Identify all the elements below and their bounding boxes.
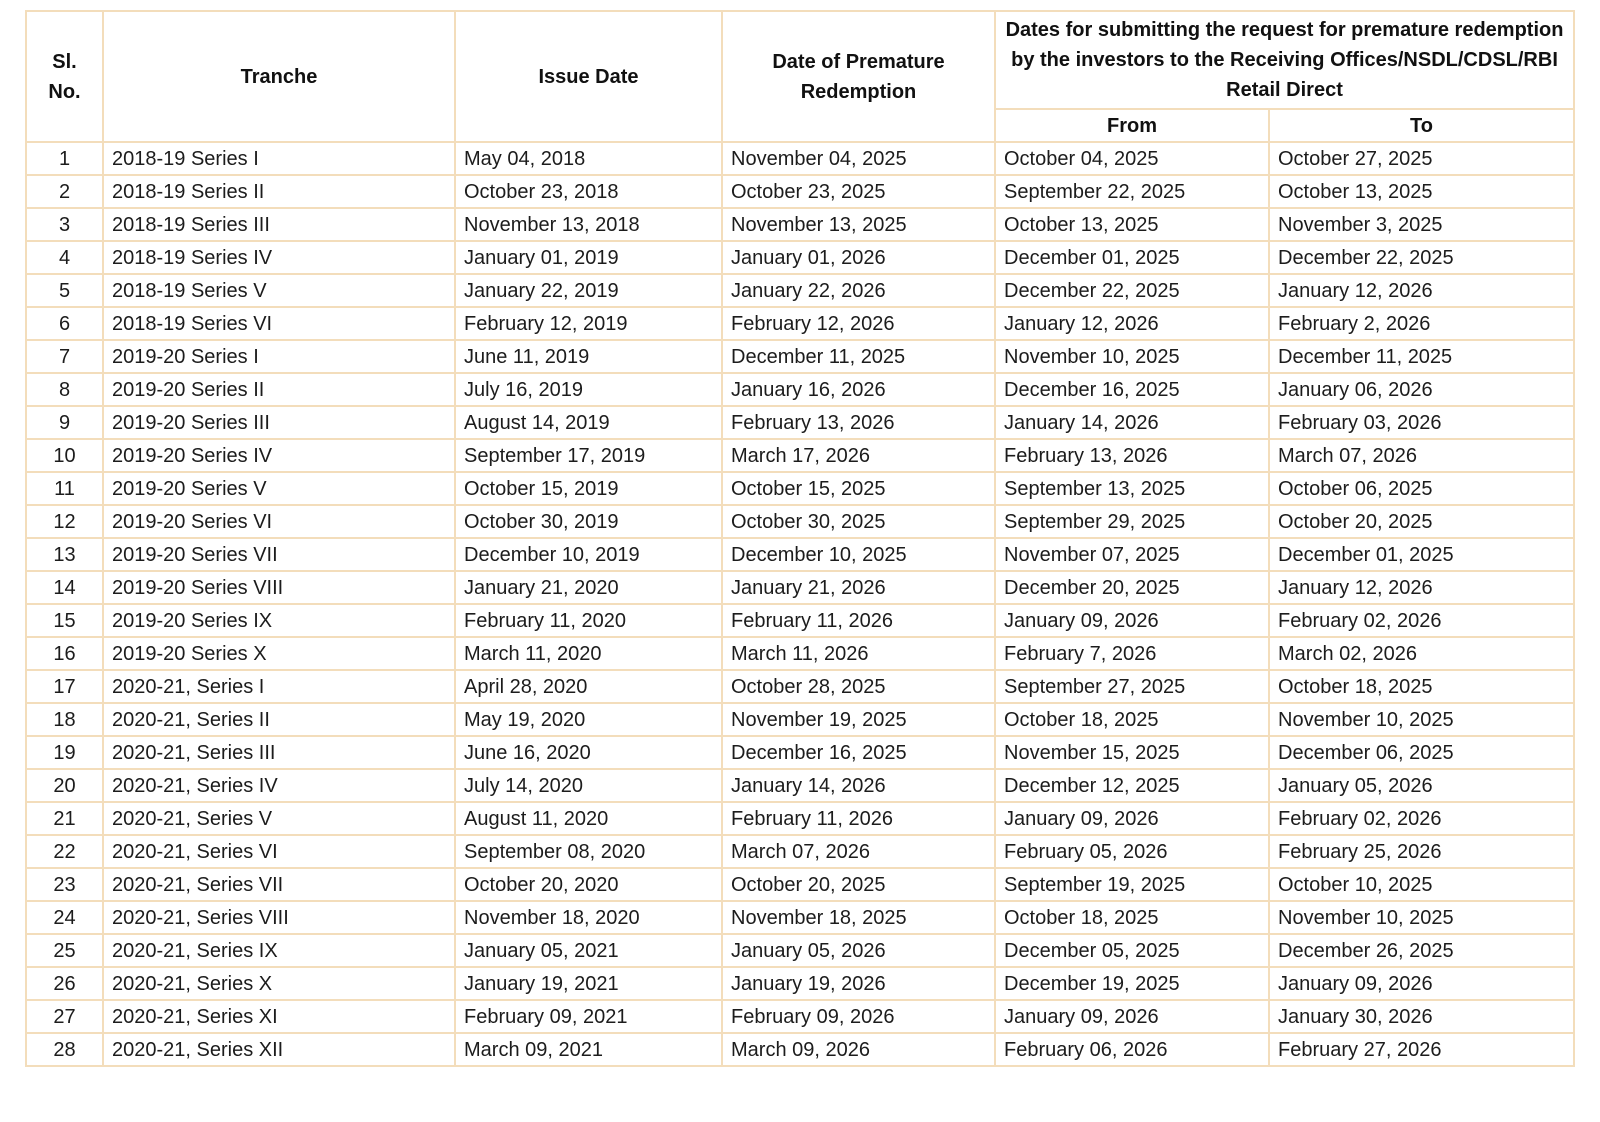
cell-premature-date: February 11, 2026 (722, 604, 995, 637)
table-row (26, 142, 1574, 175)
cell-from-date: September 13, 2025 (995, 472, 1269, 505)
cell-from-date: December 19, 2025 (995, 967, 1269, 1000)
cell-to-date: December 01, 2025 (1269, 538, 1574, 571)
cell-tranche: 2019-20 Series IX (103, 604, 455, 637)
cell-to-date: January 06, 2026 (1269, 373, 1574, 406)
table-row (26, 505, 1574, 538)
cell-from-date: February 06, 2026 (995, 1033, 1269, 1066)
cell-issue-date: January 22, 2019 (455, 274, 722, 307)
table-row (26, 538, 1574, 571)
cell-issue-date: November 18, 2020 (455, 901, 722, 934)
cell-sl-no: 20 (26, 769, 103, 802)
redemption-schedule-table (25, 10, 1575, 1067)
cell-to-date: January 12, 2026 (1269, 274, 1574, 307)
table-row (26, 1000, 1574, 1033)
cell-from-date: November 07, 2025 (995, 538, 1269, 571)
cell-tranche: 2018-19 Series I (103, 142, 455, 175)
cell-tranche: 2019-20 Series II (103, 373, 455, 406)
cell-tranche: 2019-20 Series I (103, 340, 455, 373)
table-row (26, 439, 1574, 472)
cell-tranche: 2019-20 Series X (103, 637, 455, 670)
table-row (26, 868, 1574, 901)
cell-to-date: February 2, 2026 (1269, 307, 1574, 340)
cell-tranche: 2020-21, Series VIII (103, 901, 455, 934)
cell-from-date: February 13, 2026 (995, 439, 1269, 472)
cell-premature-date: January 22, 2026 (722, 274, 995, 307)
cell-issue-date: June 16, 2020 (455, 736, 722, 769)
cell-sl-no: 15 (26, 604, 103, 637)
cell-from-date: December 20, 2025 (995, 571, 1269, 604)
cell-issue-date: January 19, 2021 (455, 967, 722, 1000)
cell-sl-no: 16 (26, 637, 103, 670)
cell-issue-date: January 01, 2019 (455, 241, 722, 274)
cell-tranche: 2020-21, Series XI (103, 1000, 455, 1033)
cell-from-date: November 10, 2025 (995, 340, 1269, 373)
cell-from-date: January 14, 2026 (995, 406, 1269, 439)
cell-premature-date: February 09, 2026 (722, 1000, 995, 1033)
cell-sl-no: 6 (26, 307, 103, 340)
cell-tranche: 2020-21, Series V (103, 802, 455, 835)
table-row (26, 835, 1574, 868)
table-row (26, 1033, 1574, 1066)
cell-issue-date: January 21, 2020 (455, 571, 722, 604)
cell-to-date: November 10, 2025 (1269, 901, 1574, 934)
table-row (26, 307, 1574, 340)
header-from: From (995, 109, 1269, 142)
cell-from-date: December 22, 2025 (995, 274, 1269, 307)
cell-sl-no: 9 (26, 406, 103, 439)
table-row (26, 670, 1574, 703)
cell-issue-date: February 09, 2021 (455, 1000, 722, 1033)
cell-to-date: February 25, 2026 (1269, 835, 1574, 868)
cell-from-date: February 7, 2026 (995, 637, 1269, 670)
cell-sl-no: 12 (26, 505, 103, 538)
cell-to-date: December 11, 2025 (1269, 340, 1574, 373)
table-body (26, 142, 1574, 1066)
cell-tranche: 2020-21, Series I (103, 670, 455, 703)
cell-premature-date: January 01, 2026 (722, 241, 995, 274)
table-row (26, 934, 1574, 967)
cell-premature-date: March 07, 2026 (722, 835, 995, 868)
table-row (26, 241, 1574, 274)
cell-issue-date: September 17, 2019 (455, 439, 722, 472)
header-to: To (1269, 109, 1574, 142)
table-row (26, 208, 1574, 241)
cell-from-date: December 16, 2025 (995, 373, 1269, 406)
cell-sl-no: 17 (26, 670, 103, 703)
cell-from-date: October 18, 2025 (995, 901, 1269, 934)
cell-sl-no: 25 (26, 934, 103, 967)
cell-issue-date: August 14, 2019 (455, 406, 722, 439)
cell-sl-no: 22 (26, 835, 103, 868)
cell-premature-date: November 13, 2025 (722, 208, 995, 241)
cell-sl-no: 24 (26, 901, 103, 934)
cell-tranche: 2020-21, Series IV (103, 769, 455, 802)
cell-issue-date: October 23, 2018 (455, 175, 722, 208)
cell-from-date: January 09, 2026 (995, 802, 1269, 835)
cell-to-date: December 06, 2025 (1269, 736, 1574, 769)
cell-issue-date: June 11, 2019 (455, 340, 722, 373)
cell-sl-no: 7 (26, 340, 103, 373)
cell-tranche: 2018-19 Series II (103, 175, 455, 208)
cell-to-date: October 10, 2025 (1269, 868, 1574, 901)
cell-tranche: 2020-21, Series II (103, 703, 455, 736)
cell-premature-date: November 18, 2025 (722, 901, 995, 934)
cell-sl-no: 11 (26, 472, 103, 505)
cell-to-date: March 02, 2026 (1269, 637, 1574, 670)
cell-premature-date: November 04, 2025 (722, 142, 995, 175)
cell-premature-date: January 16, 2026 (722, 373, 995, 406)
table-row (26, 802, 1574, 835)
cell-issue-date: October 30, 2019 (455, 505, 722, 538)
cell-from-date: October 13, 2025 (995, 208, 1269, 241)
cell-premature-date: October 15, 2025 (722, 472, 995, 505)
cell-sl-no: 5 (26, 274, 103, 307)
cell-from-date: December 01, 2025 (995, 241, 1269, 274)
cell-tranche: 2018-19 Series IV (103, 241, 455, 274)
table-row (26, 901, 1574, 934)
cell-premature-date: March 17, 2026 (722, 439, 995, 472)
cell-sl-no: 27 (26, 1000, 103, 1033)
cell-issue-date: March 09, 2021 (455, 1033, 722, 1066)
cell-from-date: November 15, 2025 (995, 736, 1269, 769)
cell-from-date: December 05, 2025 (995, 934, 1269, 967)
cell-tranche: 2019-20 Series IV (103, 439, 455, 472)
cell-premature-date: March 11, 2026 (722, 637, 995, 670)
cell-from-date: January 09, 2026 (995, 604, 1269, 637)
cell-sl-no: 21 (26, 802, 103, 835)
cell-from-date: January 09, 2026 (995, 1000, 1269, 1033)
cell-to-date: March 07, 2026 (1269, 439, 1574, 472)
cell-premature-date: February 11, 2026 (722, 802, 995, 835)
header-issue-date: Issue Date (455, 11, 722, 142)
table-row (26, 175, 1574, 208)
table-row (26, 274, 1574, 307)
cell-issue-date: May 04, 2018 (455, 142, 722, 175)
cell-to-date: October 20, 2025 (1269, 505, 1574, 538)
cell-sl-no: 28 (26, 1033, 103, 1066)
cell-premature-date: October 28, 2025 (722, 670, 995, 703)
cell-tranche: 2019-20 Series VI (103, 505, 455, 538)
cell-to-date: February 03, 2026 (1269, 406, 1574, 439)
cell-issue-date: October 15, 2019 (455, 472, 722, 505)
cell-to-date: February 02, 2026 (1269, 802, 1574, 835)
cell-premature-date: January 21, 2026 (722, 571, 995, 604)
cell-premature-date: February 12, 2026 (722, 307, 995, 340)
cell-premature-date: January 14, 2026 (722, 769, 995, 802)
cell-issue-date: April 28, 2020 (455, 670, 722, 703)
cell-sl-no: 3 (26, 208, 103, 241)
cell-issue-date: March 11, 2020 (455, 637, 722, 670)
cell-from-date: January 12, 2026 (995, 307, 1269, 340)
table-row (26, 373, 1574, 406)
cell-tranche: 2018-19 Series VI (103, 307, 455, 340)
cell-issue-date: May 19, 2020 (455, 703, 722, 736)
cell-to-date: February 02, 2026 (1269, 604, 1574, 637)
cell-from-date: December 12, 2025 (995, 769, 1269, 802)
cell-sl-no: 4 (26, 241, 103, 274)
cell-issue-date: October 20, 2020 (455, 868, 722, 901)
table-header (26, 11, 1574, 142)
cell-tranche: 2019-20 Series VIII (103, 571, 455, 604)
cell-to-date: October 13, 2025 (1269, 175, 1574, 208)
table-row (26, 769, 1574, 802)
table-row (26, 571, 1574, 604)
cell-sl-no: 19 (26, 736, 103, 769)
table-row (26, 967, 1574, 1000)
header-row-main (26, 11, 1574, 109)
cell-issue-date: December 10, 2019 (455, 538, 722, 571)
cell-issue-date: November 13, 2018 (455, 208, 722, 241)
table-row (26, 340, 1574, 373)
cell-sl-no: 26 (26, 967, 103, 1000)
cell-to-date: December 26, 2025 (1269, 934, 1574, 967)
cell-issue-date: February 11, 2020 (455, 604, 722, 637)
header-submission-dates-group: Dates for submitting the request for premature redemption by the investors to the Receiving Offices/NSDL/CDSL/RBI Retail Direct (995, 11, 1574, 109)
table-row (26, 472, 1574, 505)
cell-issue-date: July 14, 2020 (455, 769, 722, 802)
cell-from-date: September 22, 2025 (995, 175, 1269, 208)
header-premature-redemption-date: Date of Premature Redemption (722, 11, 995, 142)
cell-premature-date: October 23, 2025 (722, 175, 995, 208)
table-row (26, 604, 1574, 637)
cell-from-date: September 19, 2025 (995, 868, 1269, 901)
cell-to-date: January 09, 2026 (1269, 967, 1574, 1000)
cell-to-date: October 27, 2025 (1269, 142, 1574, 175)
cell-to-date: December 22, 2025 (1269, 241, 1574, 274)
cell-premature-date: February 13, 2026 (722, 406, 995, 439)
cell-to-date: February 27, 2026 (1269, 1033, 1574, 1066)
cell-tranche: 2020-21, Series VII (103, 868, 455, 901)
cell-tranche: 2018-19 Series V (103, 274, 455, 307)
cell-issue-date: September 08, 2020 (455, 835, 722, 868)
table-row (26, 406, 1574, 439)
cell-premature-date: January 05, 2026 (722, 934, 995, 967)
cell-sl-no: 10 (26, 439, 103, 472)
cell-to-date: January 30, 2026 (1269, 1000, 1574, 1033)
cell-tranche: 2020-21, Series XII (103, 1033, 455, 1066)
cell-from-date: September 29, 2025 (995, 505, 1269, 538)
cell-to-date: November 10, 2025 (1269, 703, 1574, 736)
cell-tranche: 2019-20 Series III (103, 406, 455, 439)
table-row (26, 703, 1574, 736)
cell-issue-date: August 11, 2020 (455, 802, 722, 835)
cell-issue-date: February 12, 2019 (455, 307, 722, 340)
cell-sl-no: 23 (26, 868, 103, 901)
header-tranche: Tranche (103, 11, 455, 142)
cell-premature-date: December 16, 2025 (722, 736, 995, 769)
table-row (26, 637, 1574, 670)
cell-tranche: 2020-21, Series X (103, 967, 455, 1000)
cell-issue-date: January 05, 2021 (455, 934, 722, 967)
cell-sl-no: 14 (26, 571, 103, 604)
cell-sl-no: 1 (26, 142, 103, 175)
cell-sl-no: 13 (26, 538, 103, 571)
table-row (26, 736, 1574, 769)
cell-premature-date: November 19, 2025 (722, 703, 995, 736)
cell-tranche: 2020-21, Series IX (103, 934, 455, 967)
cell-premature-date: October 30, 2025 (722, 505, 995, 538)
cell-premature-date: March 09, 2026 (722, 1033, 995, 1066)
cell-sl-no: 2 (26, 175, 103, 208)
cell-from-date: February 05, 2026 (995, 835, 1269, 868)
header-sl-no: Sl. No. (26, 11, 103, 142)
cell-tranche: 2020-21, Series III (103, 736, 455, 769)
cell-sl-no: 18 (26, 703, 103, 736)
cell-premature-date: December 11, 2025 (722, 340, 995, 373)
cell-issue-date: July 16, 2019 (455, 373, 722, 406)
cell-tranche: 2018-19 Series III (103, 208, 455, 241)
cell-to-date: January 12, 2026 (1269, 571, 1574, 604)
cell-premature-date: December 10, 2025 (722, 538, 995, 571)
cell-premature-date: October 20, 2025 (722, 868, 995, 901)
cell-from-date: October 04, 2025 (995, 142, 1269, 175)
cell-to-date: October 06, 2025 (1269, 472, 1574, 505)
cell-tranche: 2019-20 Series V (103, 472, 455, 505)
cell-to-date: January 05, 2026 (1269, 769, 1574, 802)
cell-from-date: October 18, 2025 (995, 703, 1269, 736)
cell-sl-no: 8 (26, 373, 103, 406)
cell-tranche: 2020-21, Series VI (103, 835, 455, 868)
cell-to-date: October 18, 2025 (1269, 670, 1574, 703)
cell-premature-date: January 19, 2026 (722, 967, 995, 1000)
cell-from-date: September 27, 2025 (995, 670, 1269, 703)
cell-tranche: 2019-20 Series VII (103, 538, 455, 571)
cell-to-date: November 3, 2025 (1269, 208, 1574, 241)
